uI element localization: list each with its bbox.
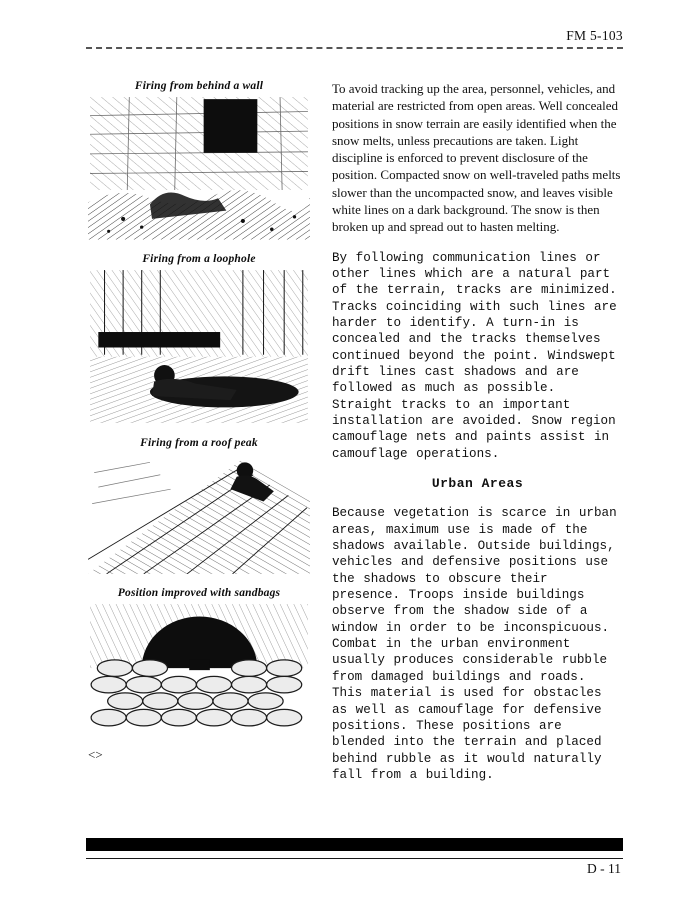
content-columns bbox=[88, 80, 623, 797]
figure-loophole bbox=[88, 253, 310, 425]
figure-caption: Firing from a loophole bbox=[142, 252, 256, 265]
footer-bar bbox=[86, 838, 623, 851]
figure-caption: Firing from a roof peak bbox=[140, 437, 258, 450]
figure-column bbox=[88, 80, 310, 797]
header-rule bbox=[86, 47, 623, 49]
paragraph-urban-areas: Because vegetation is scarce in urban areas, maximum use is made of the shadows available. Outside buildings, vehicles and defensive positions use the shadows to obscure their presence. Troops inside buildings observe from the shadow side of a window in order to be inconspicuous. Combat in the urban environment usually produces considerable rubble from damaged buildings and roads. This material is used for obstacles as well as camouflage for defensive positions. These positions are blended into the terrain and placed behind rubble as it would naturally fall from a building. bbox=[332, 506, 617, 782]
figure-caption: Position improved with sandbags bbox=[117, 587, 281, 600]
page-number: D - 11 bbox=[587, 861, 621, 876]
paragraph-snow-tracks: By following communication lines or other lines which are a natural part of the terrain, tracks are minimized. Tracks coinciding with such lines are harder to identify. A turn-in is concealed and the tracks themselves continued beyond the point. Windswept drift lines cast shadows and are followed as much as possible. Straight tracks to an important installation are avoided. Snow region camouflage nets and paints assist in camouflage operations. bbox=[332, 250, 617, 461]
figure-image-loophole bbox=[88, 268, 310, 425]
nav-symbol: <> bbox=[88, 747, 103, 763]
figure-image-roof-peak bbox=[88, 452, 310, 574]
figure-image-sandbags bbox=[88, 602, 310, 734]
figure-image-behind-wall bbox=[88, 95, 310, 240]
page-header bbox=[86, 28, 623, 49]
figure-sandbags bbox=[88, 587, 310, 734]
footer-rule bbox=[86, 858, 623, 859]
figure-roof-peak bbox=[88, 437, 310, 574]
urban-areas-heading: Urban Areas bbox=[431, 476, 524, 492]
figure-caption: Firing from behind a wall bbox=[134, 80, 264, 92]
paragraph-snow-intro: To avoid tracking up the area, personnel, vehicles, and material are restricted from open areas. Well concealed positions in snow terrain are easily identified when the snow melts, unless precautions are taken. Light discipline is enforced to prevent disclosure of the position. Compacted snow on well-traveled paths melts slower than the uncompacted snow, and leaves visible white lines on a dark background. The snow is then broken up and spread out to hasten melting. bbox=[332, 81, 621, 235]
text-column bbox=[332, 80, 623, 797]
figure-behind-wall bbox=[88, 80, 310, 240]
doc-id-label: FM 5-103 bbox=[566, 28, 623, 43]
